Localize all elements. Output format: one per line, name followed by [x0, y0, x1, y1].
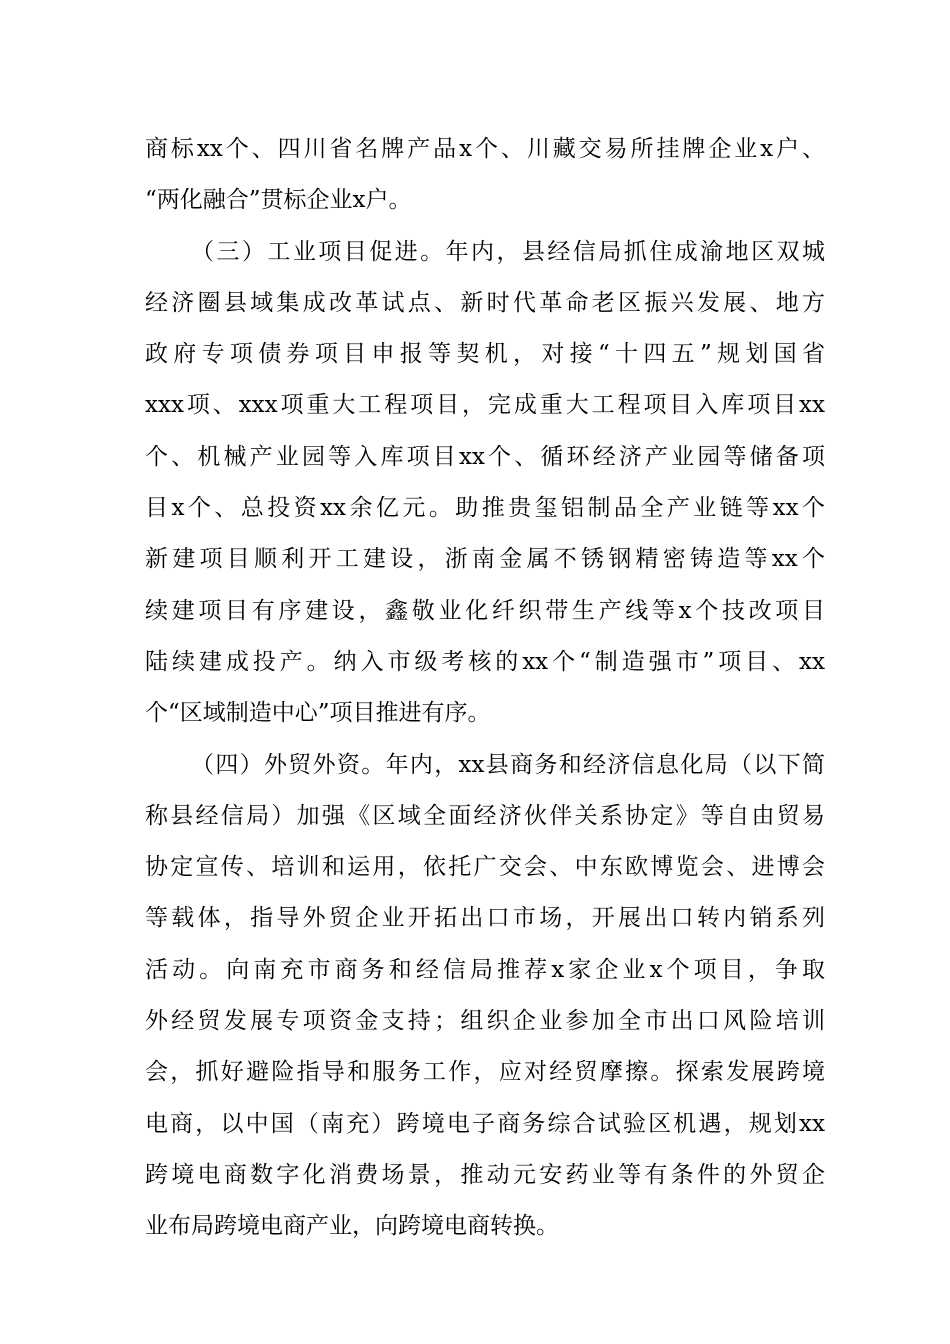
text-line: “两化融合”贯标企业x户。	[145, 187, 412, 214]
document-body	[145, 124, 825, 1253]
text-line: 商标xx个、四川省名牌产品x个、川藏交易所挂牌企业x户、	[145, 136, 825, 162]
text-line: 目x个、总投资xx余亿元。助推贵玺铝制品全产业链等xx个	[145, 495, 825, 522]
text-line: 个、机械产业园等入库项目xx个、循环经济产业园等储备项	[145, 443, 825, 470]
text-line: 业布局跨境电商产业，向跨境电商转换。	[145, 1213, 559, 1240]
text-line: （三）工业项目促进。年内，县经信局抓住成渝地区双城	[191, 238, 825, 265]
text-line: xxx项、xxx项重大工程项目，完成重大工程项目入库项目xx	[145, 392, 825, 419]
text-line: 政府专项债券项目申报等契机，对接“十四五”规划国省	[145, 341, 825, 368]
paragraph-continuation	[145, 124, 825, 227]
text-line: 新建项目顺利开工建设，浙南金属不锈钢精密铸造等xx个	[145, 546, 825, 573]
text-line: （四）外贸外资。年内，xx县商务和经济信息化局（以下简	[191, 751, 825, 778]
text-line: 活动。向南充市商务和经信局推荐x家企业x个项目，争取	[145, 956, 825, 983]
text-line: 续建项目有序建设，鑫敬业化纤织带生产线等x个技改项目	[145, 597, 825, 624]
text-line: 经济圈县域集成改革试点、新时代革命老区振兴发展、地方	[145, 289, 825, 316]
text-line: 协定宣传、培训和运用，依托广交会、中东欧博览会、进博会	[145, 854, 825, 881]
paragraph-industrial-projects	[145, 227, 825, 740]
text-line: 个“区域制造中心”项目推进有序。	[145, 700, 491, 727]
paragraph-foreign-trade	[145, 740, 825, 1253]
text-line: 称县经信局）加强《区域全面经济伙伴关系协定》等自由贸易	[145, 802, 825, 829]
text-line: 会，抓好避险指导和服务工作，应对经贸摩擦。探索发展跨境	[145, 1059, 825, 1086]
text-line: 电商，以中国（南充）跨境电子商务综合试验区机遇，规划xx	[145, 1110, 825, 1137]
text-line: 等载体，指导外贸企业开拓出口市场，开展出口转内销系列	[145, 905, 825, 932]
text-line: 陆续建成投产。纳入市级考核的xx个“制造强市”项目、xx	[145, 648, 825, 675]
text-line: 外经贸发展专项资金支持；组织企业参加全市出口风险培训	[145, 1008, 825, 1035]
text-line: 跨境电商数字化消费场景，推动元安药业等有条件的外贸企	[145, 1161, 825, 1188]
